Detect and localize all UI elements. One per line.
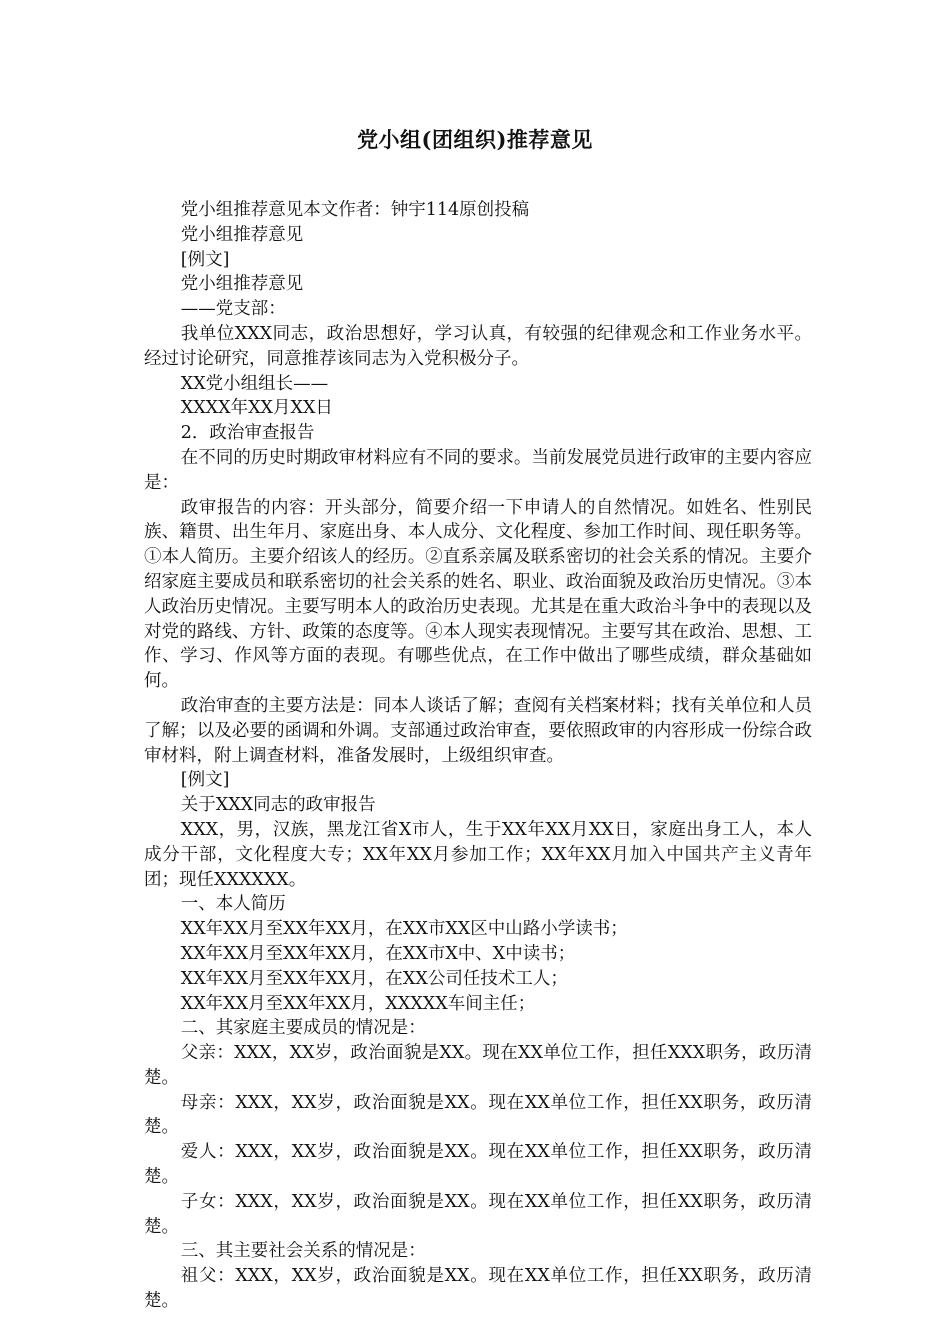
paragraph: 二、其家庭主要成员的情况是： (180, 1018, 426, 1039)
paragraph: 爱人：XXX，XX岁，政治面貌是XX。现在XX单位工作，担任XX职务，政历清楚。 (144, 1142, 812, 1188)
paragraph: [例文] (180, 770, 230, 791)
document-body (144, 198, 812, 1314)
paragraph: ——党支部： (180, 299, 286, 320)
paragraph: 父亲：XXX，XX岁，政治面貌是XX。现在XX单位工作，担任XXX职务，政历清楚。 (144, 1043, 812, 1088)
paragraph: XX年XX月至XX年XX月，在XX公司任技术工人； (180, 968, 568, 989)
paragraph: 在不同的历史时期政审材料应有不同的要求。当前发展党员进行政审的主要内容应是： (144, 447, 812, 493)
paragraph: 党小组推荐意见本文作者：钟宇114原创投稿 (180, 200, 530, 220)
paragraph: [例文] (180, 249, 230, 270)
paragraph: XXXX年XX月XX日 (180, 398, 333, 419)
paragraph: 2．政治审查报告 (180, 423, 315, 444)
paragraph: 我单位XXX同志，政治思想好，学习认真，有较强的纪律观念和工作业务水平。经过讨论研究，同意推荐该同志为入党积极分子。 (144, 323, 812, 369)
paragraph: 三、其主要社会关系的情况是： (180, 1241, 426, 1262)
paragraph: 关于XXX同志的政审报告 (180, 795, 376, 816)
paragraph: XX年XX月至XX年XX月，在XX市XX区中山路小学读书； (180, 919, 628, 940)
paragraph: XX年XX月至XX年XX月，XXXXX车间主任； (180, 993, 536, 1014)
document-title: 党小组(团组织)推荐意见 (357, 127, 593, 152)
paragraph: 党小组推荐意见 (180, 224, 304, 245)
paragraph: 党小组推荐意见 (180, 274, 304, 295)
paragraph: XX年XX月至XX年XX月，在XX市X中、X中读书； (180, 943, 576, 964)
paragraph: XXX，男，汉族，黑龙江省X市人，生于XX年XX月XX日，家庭出身工人，本人成分干部，文化程度大专；XX年XX月参加工作；XX年XX月加入中国共产主义青年团；现任XXXXXX。 (144, 819, 812, 890)
paragraph: 政治审查的主要方法是：同本人谈话了解；查阅有关档案材料；找有关单位和人员了解；以及必要的函调和外调。支部通过政治审查，要依照政审的内容形成一份综合政审材料，附上调查材料，准备发展时，上级组织审查。 (144, 695, 812, 766)
paragraph: 一、本人简历 (180, 894, 286, 915)
paragraph: 母亲：XXX，XX岁，政治面貌是XX。现在XX单位工作，担任XX职务，政历清楚。 (144, 1092, 812, 1138)
paragraph: 祖父：XXX，XX岁，政治面貌是XX。现在XX单位工作，担任XX职务，政历清楚。 (144, 1266, 812, 1312)
paragraph: 子女：XXX，XX岁，政治面貌是XX。现在XX单位工作，担任XX职务，政历清楚。 (144, 1191, 812, 1237)
paragraph: 政审报告的内容：开头部分，简要介绍一下申请人的自然情况。如姓名、性别民族、籍贯、出生年月、家庭出身、本人成分、文化程度、参加工作时间、现任职务等。①本人简历。主要介绍该人的经历。②直系亲属及联系密切的社会关系的情况。主要介绍家庭主要成员和联系密切的社会关系的姓名、职业、政治面貌及政治历史情况。③本人政治历史情况。主要写明本人的政治历史表现。尤其是在重大政治斗争中的表现以及对党的路线、方针、政策的态度等。④本人现实表现情况。主要写其在政治、思想、工作、学习、作风等方面的表现。有哪些优点，在工作中做出了哪些成绩，群众基础如何。 (144, 497, 812, 692)
paragraph: XX党小组组长—— (180, 373, 329, 394)
